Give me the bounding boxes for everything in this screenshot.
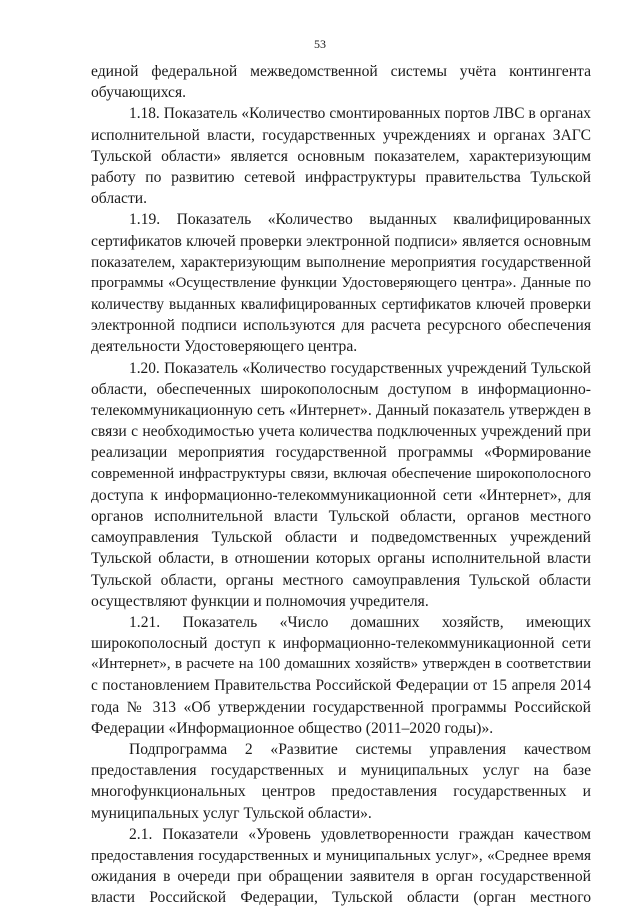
text-line: осуществляют функции и полномочия учредителя. bbox=[91, 592, 429, 610]
text-line: доступа к информационно-телекоммуникационной сети «Интернет», для bbox=[91, 486, 591, 504]
text-line: связи с необходимостью учета количества подключенных учреждений при bbox=[91, 423, 591, 441]
text-line: ожидания в очереди при обращении заявителя в орган государственной bbox=[91, 868, 591, 886]
text-line: с постановлением Правительства Российской Федерации от 15 апреля 2014 bbox=[91, 677, 591, 695]
text-line: 1.20. Показатель «Количество государственных учреждений Тульской bbox=[129, 359, 591, 377]
text-line: деятельности Удостоверяющего центра. bbox=[91, 338, 358, 356]
text-line: многофункциональных центров предоставления государственных и bbox=[91, 783, 591, 801]
text-line: предоставления государственных и муниципальных услуг», «Среднее время bbox=[91, 846, 591, 864]
text-line: Тульской области, в отношении которых органы исполнительной власти bbox=[91, 550, 591, 568]
text-line: власти Российской Федерации, Тульской области (орган местного bbox=[91, 889, 591, 907]
text-line: муниципальных услуг Тульской области». bbox=[91, 804, 372, 822]
text-line: единой федеральной межведомственной системы учёта контингента bbox=[91, 63, 591, 80]
text-line: 1.18. Показатель «Количество смонтированных портов ЛВС в органах bbox=[129, 105, 591, 123]
text-line: Тульской области, органы местного самоуправления Тульской области bbox=[91, 571, 591, 589]
text-line: самоуправления Тульской области и подведомственных учреждений bbox=[91, 529, 591, 547]
document-body bbox=[91, 61, 591, 909]
text-line: количеству выданных квалифицированных сертификатов ключей проверки bbox=[91, 296, 591, 314]
text-line: органов исполнительной власти Тульской области, органов местного bbox=[91, 507, 591, 525]
text-line: Федерации «Информационное общество (2011–2020 годы)». bbox=[91, 719, 494, 737]
text-line: телекоммуникационную сеть «Интернет». Данный показатель утвержден в bbox=[91, 402, 591, 419]
text-line: года № 313 «Об утверждении государственной программы Российской bbox=[91, 698, 591, 716]
text-line: современной инфраструктуры связи, включая обеспечение широкополосного bbox=[91, 465, 591, 482]
text-line: области, обеспеченных широкополосным доступом в информационно- bbox=[91, 380, 591, 398]
text-line: широкополосный доступ к информационно-телекоммуникационной сети bbox=[91, 635, 591, 653]
page-number: 53 bbox=[314, 37, 326, 51]
text-line: «Интернет», в расчете на 100 домашних хозяйств» утвержден в соответствии bbox=[91, 656, 591, 673]
text-line: Подпрограмма 2 «Развитие системы управления качеством bbox=[129, 741, 591, 758]
text-line: электронной подписи используются для расчета ресурсного обеспечения bbox=[91, 317, 591, 335]
text-line: 1.19. Показатель «Количество выданных квалифицированных bbox=[129, 211, 591, 229]
text-line: сертификатов ключей проверки электронной подписи» является основным bbox=[91, 232, 591, 250]
text-line: показателем, характеризующим выполнение мероприятия государственной bbox=[91, 253, 591, 271]
text-line: области. bbox=[91, 190, 148, 208]
text-line: работу по развитию сетевой инфраструктуры правительства Тульской bbox=[91, 168, 591, 186]
text-line: 1.21. Показатель «Число домашних хозяйств, имеющих bbox=[129, 613, 591, 631]
text-line: обучающихся. bbox=[91, 84, 187, 102]
text-line: программы «Осуществление функции Удостоверяющего центра». Данные по bbox=[91, 274, 591, 291]
text-line: Тульской области» является основным показателем, характеризующим bbox=[91, 147, 591, 165]
text-line: предоставления государственных и муниципальных услуг на базе bbox=[91, 762, 591, 780]
text-line: 2.1. Показатели «Уровень удовлетворенности граждан качеством bbox=[129, 825, 591, 843]
text-line: исполнительной власти, государственных учреждениях и органах ЗАГС bbox=[91, 126, 591, 144]
text-line: реализации мероприятия государственной программы «Формирование bbox=[91, 444, 591, 462]
